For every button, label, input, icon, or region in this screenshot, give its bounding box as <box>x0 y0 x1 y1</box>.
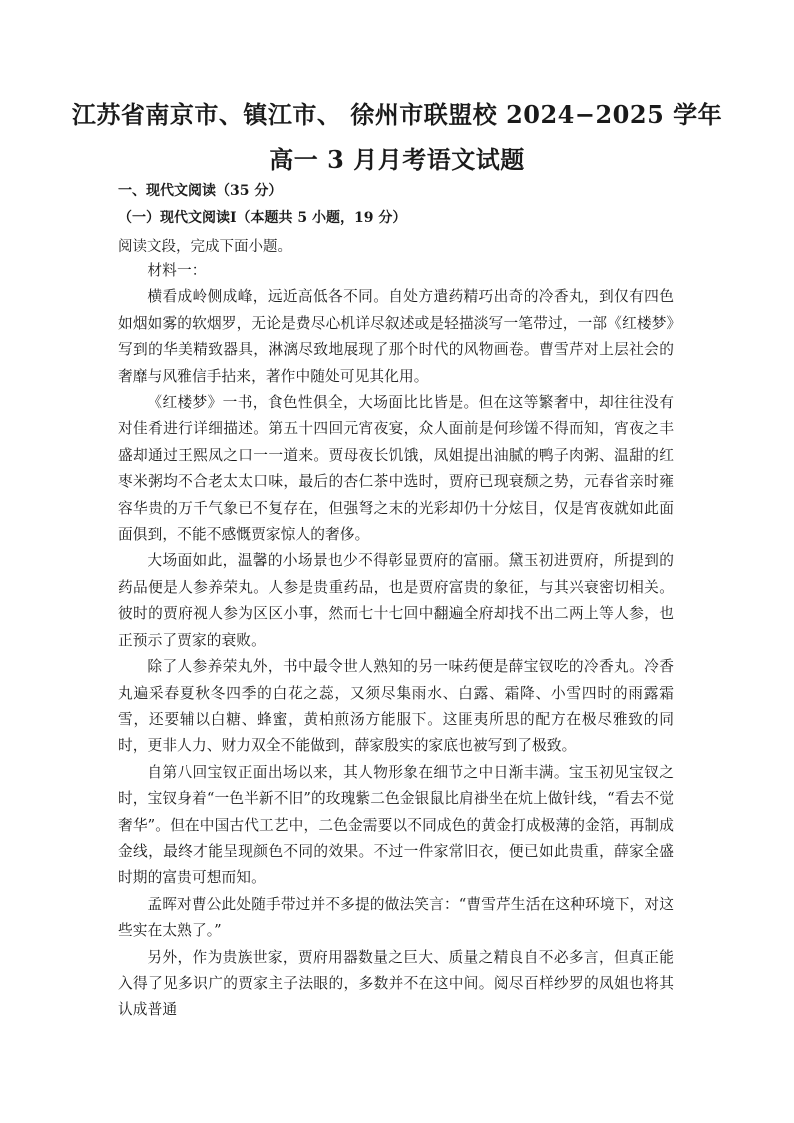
exam-title-line2: 高一 3 月月考语文试题 <box>269 145 525 174</box>
subsection-heading: （一）现代文阅读Ⅰ（本题共 5 小题，19 分） <box>118 210 407 226</box>
material-paragraph-2: 《红楼梦》一书，食色性俱全，大场面比比皆是。但在这等繁奢中，却往往没有对佳肴进行详细描述。第五十四回元宵夜宴，众人面前是何珍馐不得而知，宵夜之丰盛却通过王熙凤之口一一道来。贾母夜长饥饿，凤姐提出油腻的鸭子肉粥、温甜的红枣米粥均不合老太太口味，最后的杏仁茶中选时，贾府已现衰颓之势，元春省亲时雍容华贵的万千气象已不复存在，但强弩之末的光彩却仍十分炫目，仅是宵夜就如此面面俱到，不能不感慨贾家惊人的奢侈。 <box>118 394 674 544</box>
material-paragraph-6: 孟晖对曹公此处随手带过并不多提的做法笑言：“曹雪芹生活在这种环境下，对这些实在太熟了。” <box>118 895 674 940</box>
section-heading: 一、现代文阅读（35 分） <box>118 183 283 199</box>
material-paragraph-4: 除了人参养荣丸外，书中最令世人熟知的另一味药便是薛宝钗吃的冷香丸。冷香丸遍采春夏秋冬四季的白花之蕊，又须尽集雨水、白露、霜降、小雪四时的雨露霜雪，还要辅以白糖、蜂蜜，黄柏煎汤方能服下。这匪夷所思的配方在极尽雅致的同时，更非人力、财力双全不能做到，薛家殷实的家底也被写到了极致。 <box>118 658 674 755</box>
material-paragraph-5: 自第八回宝钗正面出场以来，其人物形象在细节之中日渐丰满。宝玉初见宝钗之时，宝钗身着“一色半新不旧”的玫瑰紫二色金银鼠比肩褂坐在炕上做针线，“看去不觉奢华”。但在中国古代工艺中，二色金需要以不同成色的黄金打成极薄的金箔，再制成金线，最终才能呈现颜色不同的效果。不过一件家常旧衣，便已如此贵重，薛家全盛时期的富贵可想而知。 <box>118 763 674 887</box>
exam-title-line1: 江苏省南京市、镇江市、 徐州市联盟校 2024−2025 学年 <box>71 100 723 129</box>
material-paragraph-3: 大场面如此，温馨的小场景也少不得彰显贾府的富丽。黛玉初进贾府，所提到的药品便是人参养荣丸。人参是贵重药品，也是贾府富贵的象征，与其兴衰密切相关。彼时的贾府视人参为区区小事，然而七十七回中翻遍全府却找不出二两上等人参，也正预示了贾家的衰败。 <box>118 552 674 649</box>
material-label: 材料一： <box>147 262 207 279</box>
material-body <box>118 258 674 1024</box>
material-paragraph-1: 横看成岭侧成峰，远近高低各不同。自处方遣药精巧出奇的冷香丸，到仅有四色如烟如雾的软烟罗，无论是费尽心机详尽叙述或是轻描淡写一笔带过，一部《红楼梦》写到的华美精致器具，淋漓尽致地展现了那个时代的风物画卷。曹雪芹对上层社会的奢靡与风雅信手拈来，著作中随处可见其化用。 <box>118 288 674 385</box>
material-paragraph-7: 另外，作为贵族世家，贾府用器数量之巨大、质量之精良自不必多言，但真正能入得了见多识广的贾家主子法眼的，多数并不在这中间。阅尽百样纱罗的凤姐也将其认成普通 <box>118 948 674 1019</box>
reading-instruction: 阅读文段，完成下面小题。 <box>118 239 292 255</box>
